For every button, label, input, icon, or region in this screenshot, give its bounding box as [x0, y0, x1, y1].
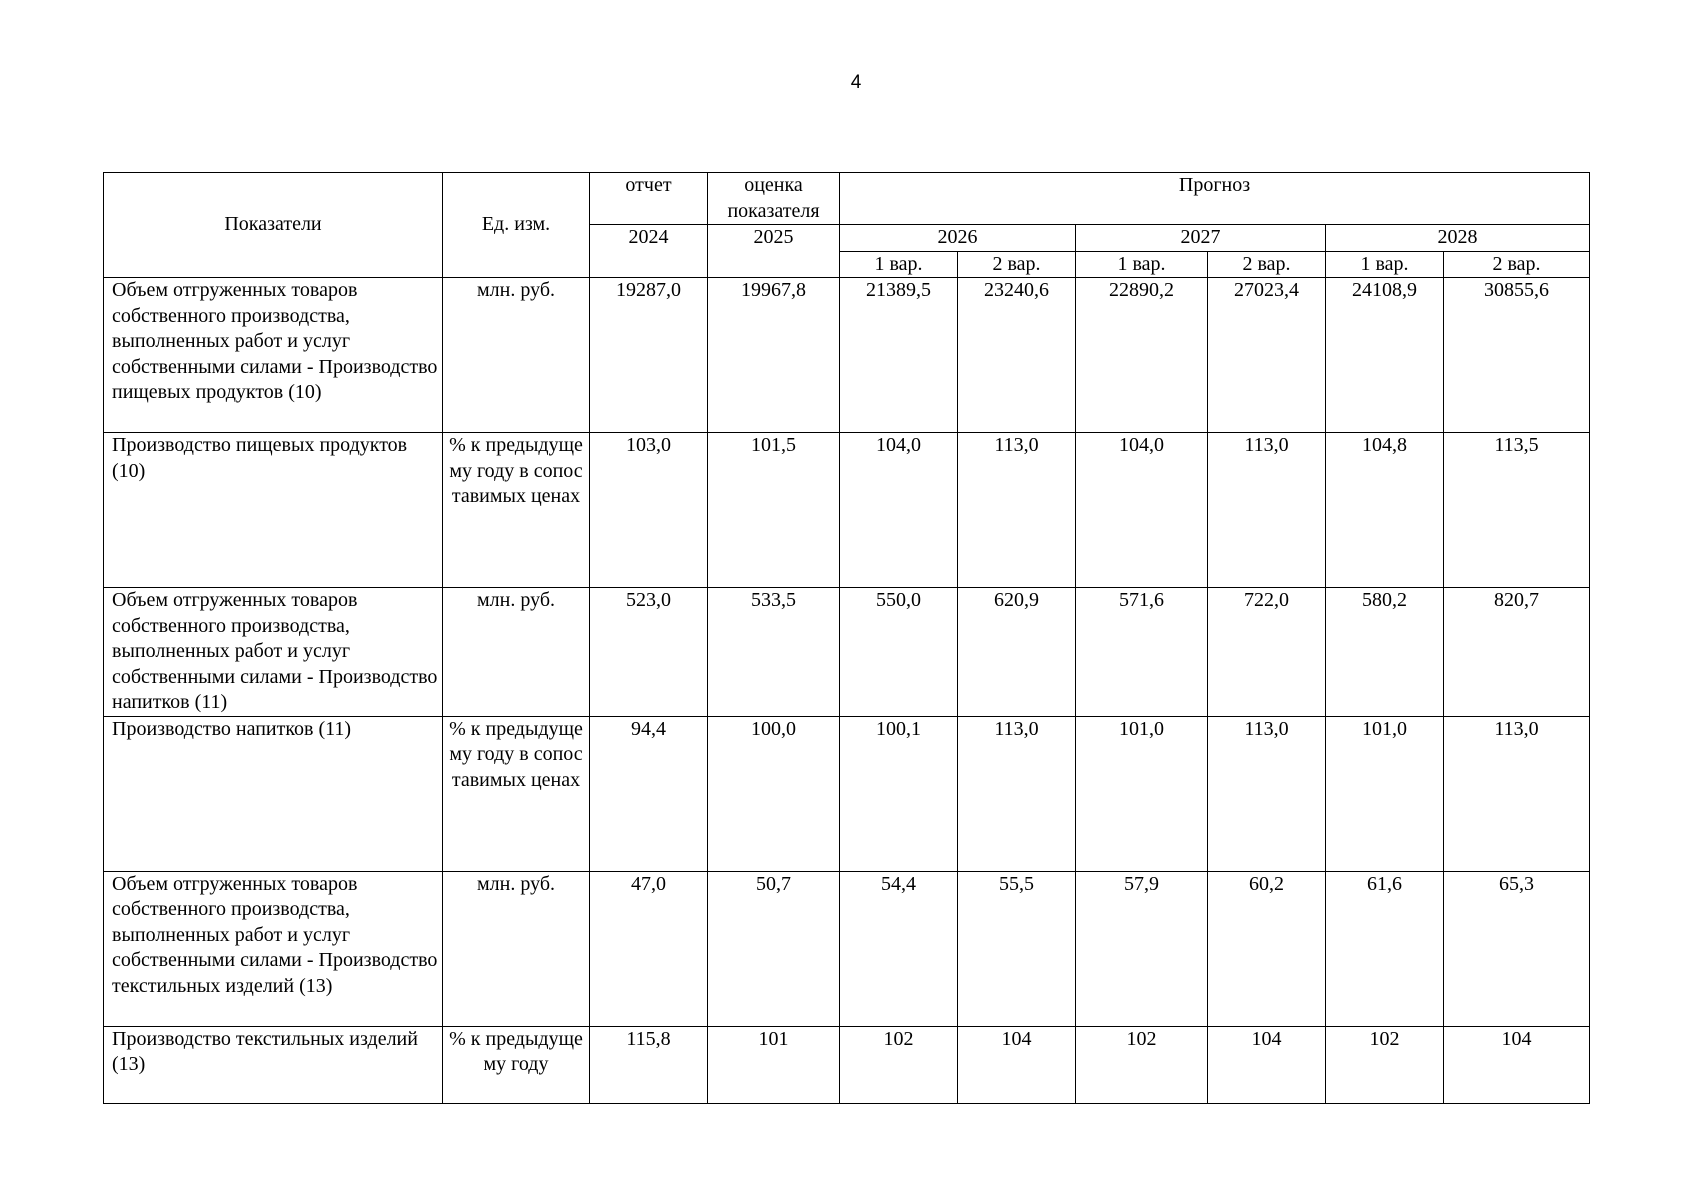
value-2024: 19287,0 — [590, 278, 708, 433]
row-name: Производство напитков (11) — [104, 716, 443, 871]
value-2028-var1: 102 — [1326, 1026, 1444, 1103]
table-row — [104, 871, 1590, 1026]
row-name: Объем отгруженных товаров собственного производства, выполненных работ и услуг собственными силами - Производство текстильных изделий (13) — [104, 871, 443, 1026]
header-unit: Ед. изм. — [443, 173, 590, 278]
value-2027-var2: 113,0 — [1208, 716, 1326, 871]
table-row — [104, 716, 1590, 871]
value-2026-var1: 21389,5 — [840, 278, 958, 433]
row-unit: % к предыдущему году в сопоставимых ценах — [443, 716, 590, 871]
value-2028-var2: 113,0 — [1444, 716, 1590, 871]
value-2026-var1: 104,0 — [840, 433, 958, 588]
row-unit: % к предыдущему году — [443, 1026, 590, 1103]
value-2028-var2: 65,3 — [1444, 871, 1590, 1026]
value-2026-var2: 104 — [958, 1026, 1076, 1103]
value-2028-var1: 101,0 — [1326, 716, 1444, 871]
header-2028-var1: 1 вар. — [1326, 251, 1444, 278]
value-2026-var1: 54,4 — [840, 871, 958, 1026]
value-2025: 533,5 — [708, 588, 840, 717]
value-2027-var1: 57,9 — [1076, 871, 1208, 1026]
header-year-2024: 2024 — [590, 225, 708, 278]
value-2028-var1: 61,6 — [1326, 871, 1444, 1026]
table-row — [104, 433, 1590, 588]
value-2026-var1: 550,0 — [840, 588, 958, 717]
value-2025: 50,7 — [708, 871, 840, 1026]
value-2027-var1: 571,6 — [1076, 588, 1208, 717]
value-2025: 101,5 — [708, 433, 840, 588]
header-2027-var1: 1 вар. — [1076, 251, 1208, 278]
row-name: Объем отгруженных товаров собственного производства, выполненных работ и услуг собственными силами - Производство напитков (11) — [104, 588, 443, 717]
value-2027-var2: 722,0 — [1208, 588, 1326, 717]
value-2028-var2: 820,7 — [1444, 588, 1590, 717]
value-2028-var1: 104,8 — [1326, 433, 1444, 588]
header-year-2025: 2025 — [708, 225, 840, 278]
value-2026-var2: 23240,6 — [958, 278, 1076, 433]
header-2026-var2: 2 вар. — [958, 251, 1076, 278]
value-2027-var2: 113,0 — [1208, 433, 1326, 588]
value-2026-var2: 55,5 — [958, 871, 1076, 1026]
value-2024: 103,0 — [590, 433, 708, 588]
row-name: Производство текстильных изделий (13) — [104, 1026, 443, 1103]
value-2026-var2: 113,0 — [958, 433, 1076, 588]
value-2027-var2: 104 — [1208, 1026, 1326, 1103]
value-2028-var2: 104 — [1444, 1026, 1590, 1103]
header-2027-var2: 2 вар. — [1208, 251, 1326, 278]
value-2024: 94,4 — [590, 716, 708, 871]
value-2024: 523,0 — [590, 588, 708, 717]
table-row — [104, 1026, 1590, 1103]
header-estimate: оценка показателя — [708, 173, 840, 225]
header-forecast: Прогноз — [840, 173, 1590, 225]
row-name: Объем отгруженных товаров собственного производства, выполненных работ и услуг собственными силами - Производство пищевых продуктов (10) — [104, 278, 443, 433]
value-2027-var1: 104,0 — [1076, 433, 1208, 588]
value-2027-var1: 102 — [1076, 1026, 1208, 1103]
value-2025: 100,0 — [708, 716, 840, 871]
value-2026-var1: 102 — [840, 1026, 958, 1103]
value-2027-var1: 22890,2 — [1076, 278, 1208, 433]
value-2024: 115,8 — [590, 1026, 708, 1103]
page-number: 4 — [850, 72, 862, 93]
value-2024: 47,0 — [590, 871, 708, 1026]
value-2026-var2: 620,9 — [958, 588, 1076, 717]
header-row-1 — [104, 173, 1590, 225]
forecast-table — [103, 172, 1590, 1104]
value-2028-var1: 580,2 — [1326, 588, 1444, 717]
header-2028-var2: 2 вар. — [1444, 251, 1590, 278]
header-year-2026: 2026 — [840, 225, 1076, 252]
value-2025: 101 — [708, 1026, 840, 1103]
value-2026-var2: 113,0 — [958, 716, 1076, 871]
table-row — [104, 278, 1590, 433]
value-2025: 19967,8 — [708, 278, 840, 433]
value-2028-var2: 30855,6 — [1444, 278, 1590, 433]
value-2027-var2: 27023,4 — [1208, 278, 1326, 433]
header-2026-var1: 1 вар. — [840, 251, 958, 278]
value-2028-var2: 113,5 — [1444, 433, 1590, 588]
row-unit: млн. руб. — [443, 588, 590, 717]
value-2027-var1: 101,0 — [1076, 716, 1208, 871]
table-row — [104, 588, 1590, 717]
value-2027-var2: 60,2 — [1208, 871, 1326, 1026]
header-report: отчет — [590, 173, 708, 225]
header-year-2028: 2028 — [1326, 225, 1590, 252]
value-2028-var1: 24108,9 — [1326, 278, 1444, 433]
row-unit: % к предыдущему году в сопоставимых ценах — [443, 433, 590, 588]
header-year-2027: 2027 — [1076, 225, 1326, 252]
header-indicators: Показатели — [104, 173, 443, 278]
value-2026-var1: 100,1 — [840, 716, 958, 871]
row-unit: млн. руб. — [443, 871, 590, 1026]
row-name: Производство пищевых продуктов (10) — [104, 433, 443, 588]
row-unit: млн. руб. — [443, 278, 590, 433]
